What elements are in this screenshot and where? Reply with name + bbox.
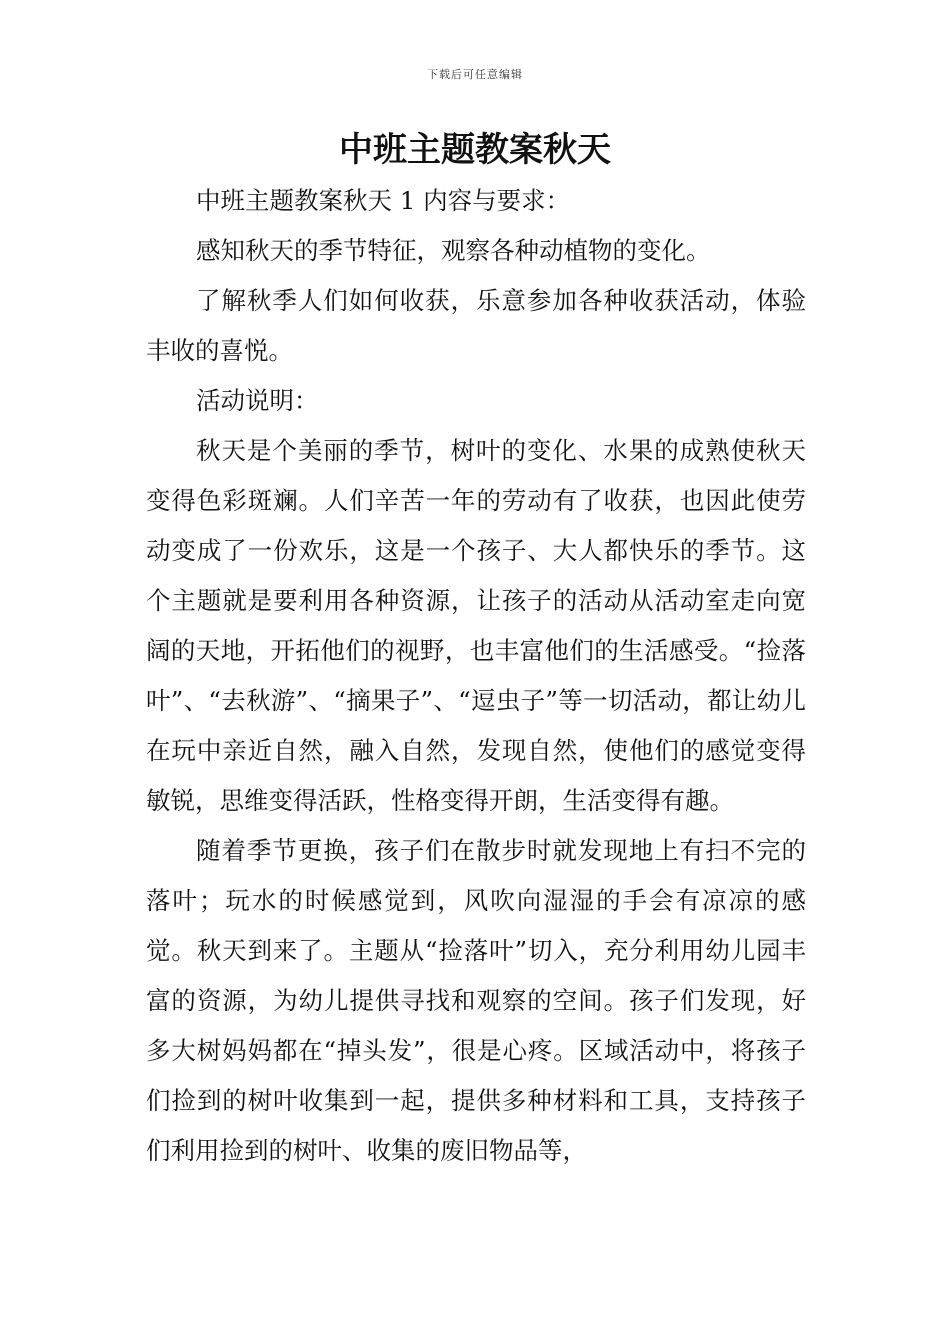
- paragraph-activity-heading: 活动说明：: [196, 386, 319, 415]
- header-note: 下载后可任意编辑: [427, 68, 523, 81]
- document-body: [146, 176, 806, 1176]
- document-title: 中班主题教案秋天: [339, 130, 611, 170]
- paragraph-activity-description: 秋天是个美丽的季节，树叶的变化、水果的成熟使秋天变得色彩斑斓。人们辛苦一年的劳动有了收获，也因此使劳动变成了一份欢乐，这是一个孩子、大人都快乐的季节。这个主题就是要利用各种资源，让孩子的活动从活动室走向宽阔的天地，开拓他们的视野，也丰富他们的生活感受。“捡落叶”、“去秋游”、“摘果子”、“逗虫子”等一切活动，都让幼儿在玩中亲近自然，融入自然，发现自然，使他们的感觉变得敏锐，思维变得活跃，性格变得开朗，生活变得有趣。: [146, 436, 806, 815]
- paragraph-content-requirements: 中班主题教案秋天 1 内容与要求：: [196, 186, 571, 215]
- paragraph-season-change: 随着季节更换，孩子们在散步时就发现地上有扫不完的落叶；玩水的时候感觉到，风吹向湿湿的手会有凉凉的感觉。秋天到来了。主题从“捡落叶”切入，充分利用幼儿园丰富的资源，为幼儿提供寻找和观察的空间。孩子们发现，好多大树妈妈都在“掉头发”，很是心疼。区域活动中，将孩子们捡到的树叶收集到一起，提供多种材料和工具，支持孩子们利用捡到的树叶、收集的废旧物品等，: [146, 836, 806, 1165]
- paragraph-goal-2: 了解秋季人们如何收获，乐意参加各种收获活动，体验丰收的喜悦。: [146, 286, 806, 365]
- paragraph-goal-1: 感知秋天的季节特征，观察各种动植物的变化。: [196, 236, 711, 265]
